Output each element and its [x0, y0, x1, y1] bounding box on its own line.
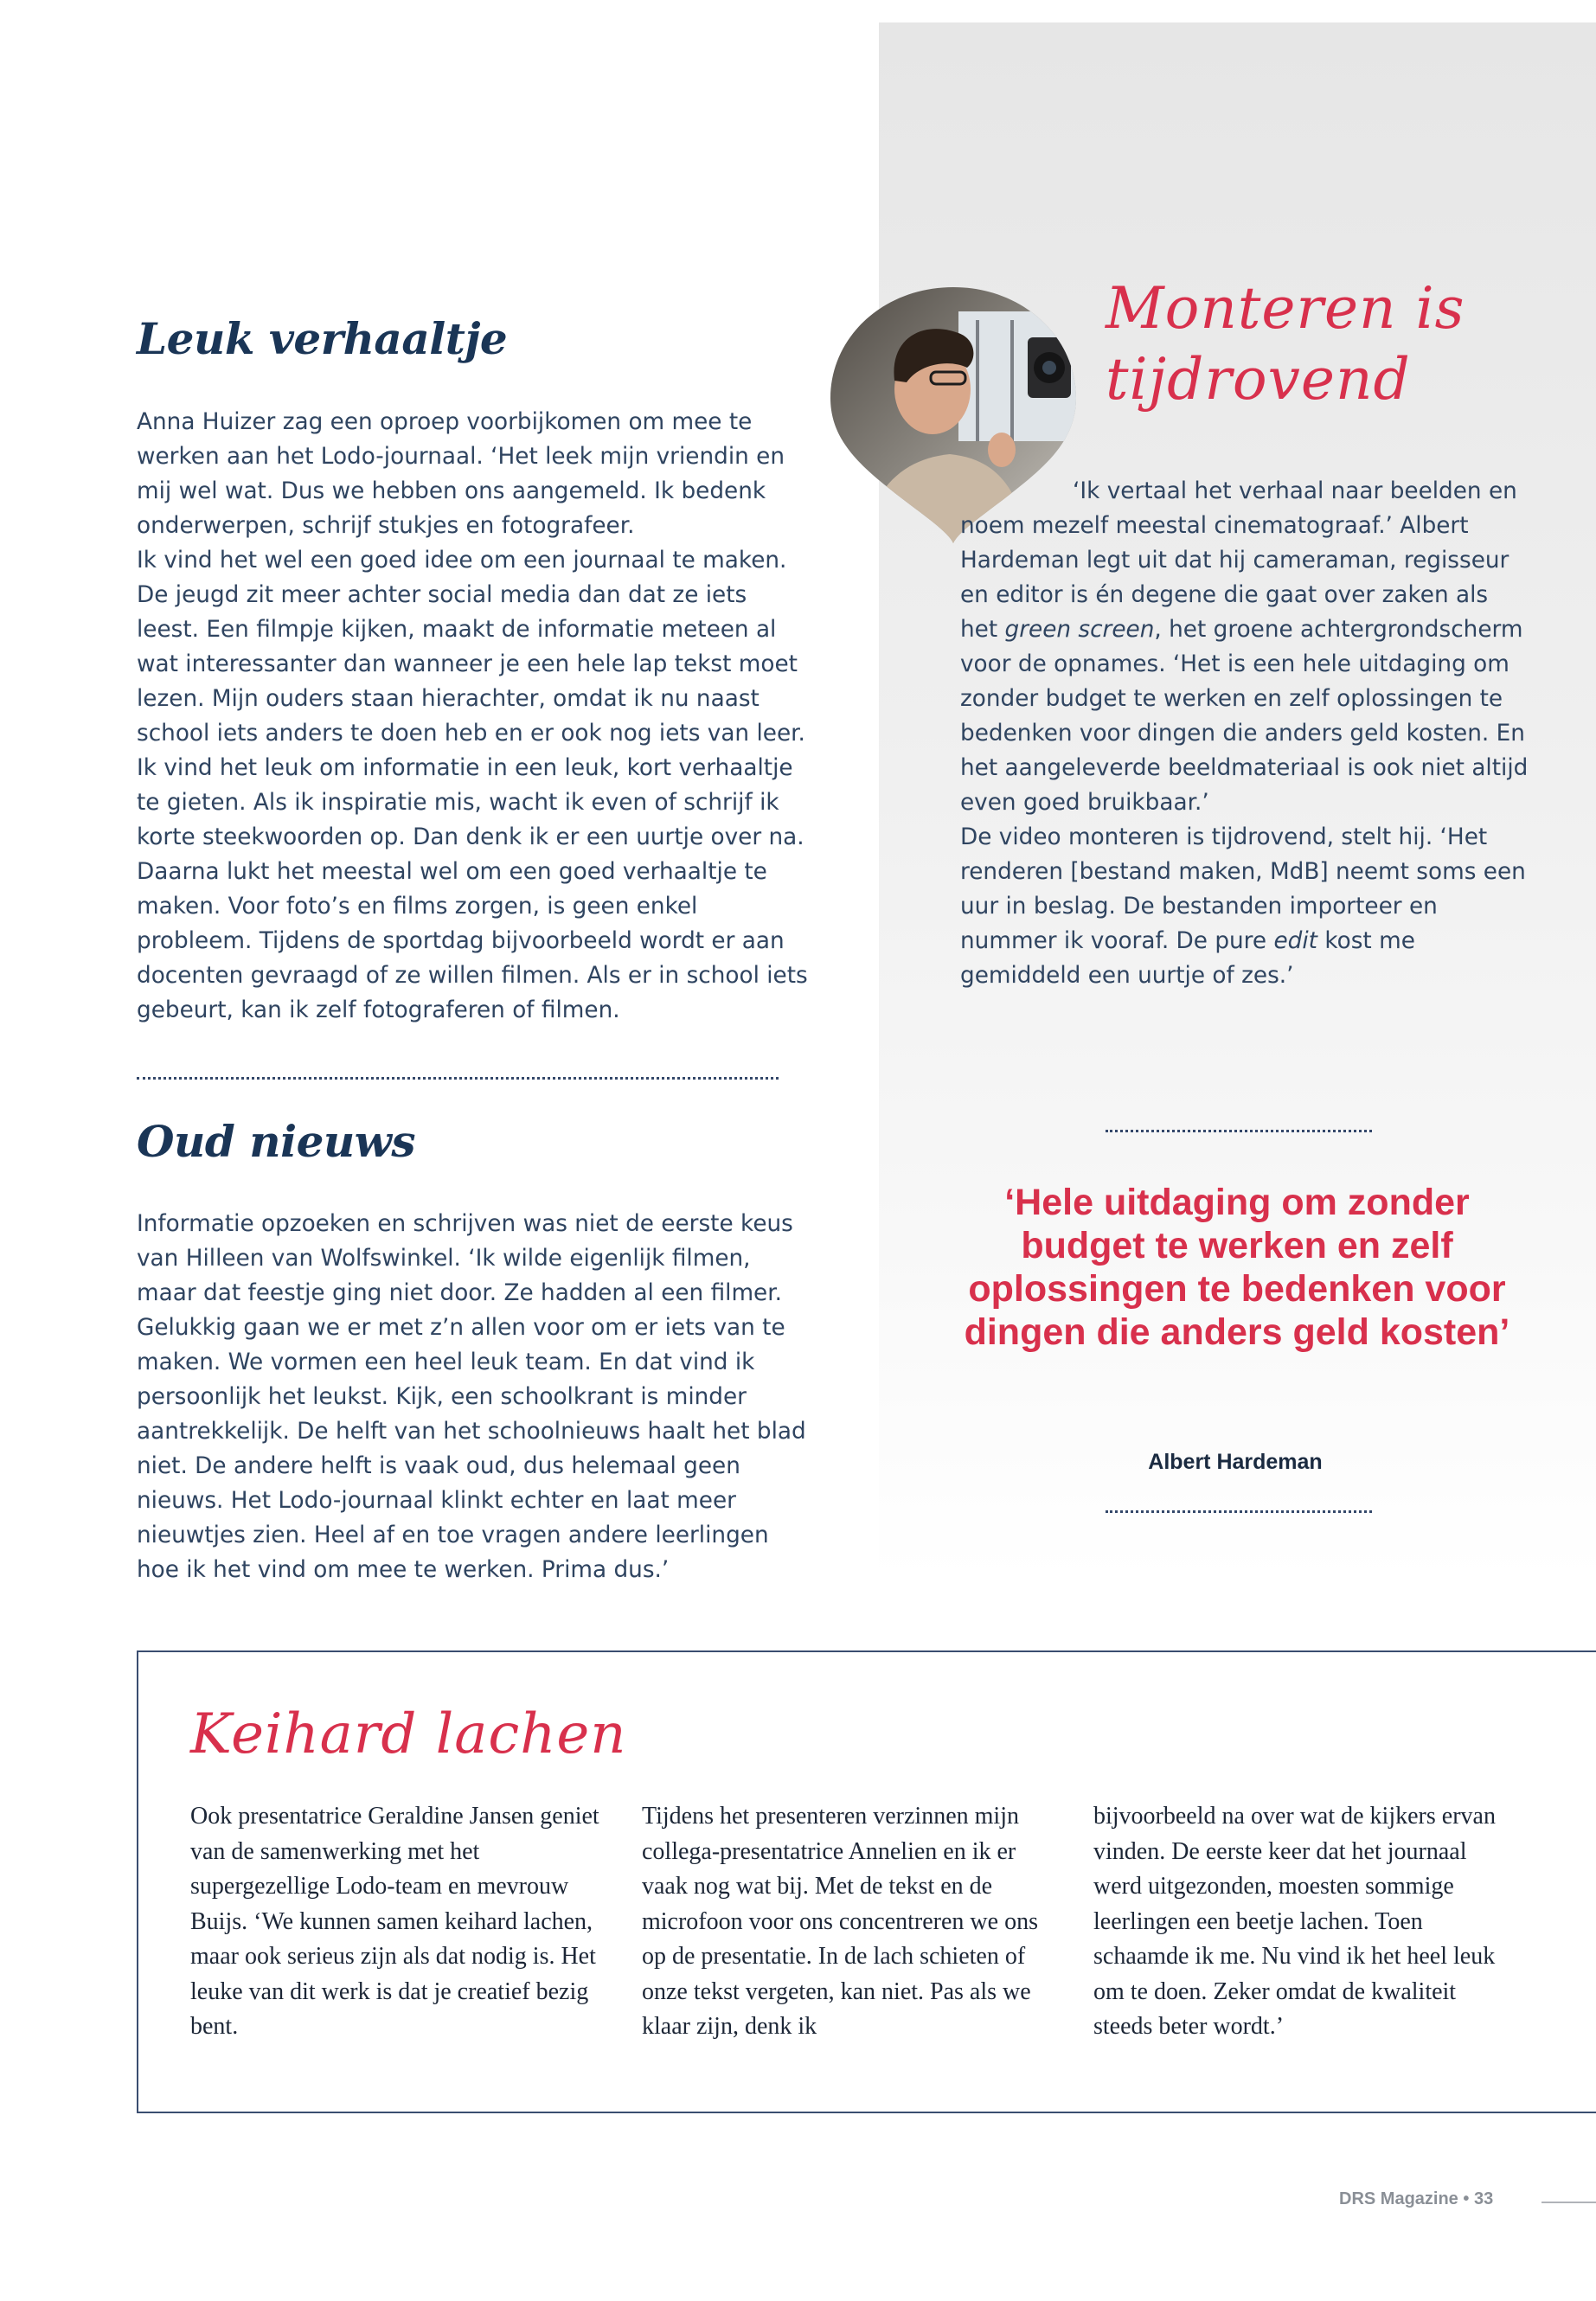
- pull-quote: ‘Hele uitdaging om zonder budget te werken en zelf oplossingen te bedenken voor dingen die anders geld kosten’: [964, 1182, 1510, 1353]
- heading-keihard-lachen: Keihard lachen: [190, 1702, 627, 1766]
- dotted-divider: [137, 1077, 779, 1080]
- box-column-1: Ook presentatrice Geraldine Jansen geniet van de samenwerking met het supergezellige Lodo-team en mevrouw Buijs. ‘We kunnen samen keihard lachen, maar ook serieus zijn als dat nodig is. Het leuke van dit werk is dat je creatief bezig bent.: [190, 1803, 599, 2040]
- paragraph: [960, 820, 1531, 993]
- article-body-oud-nieuws: [137, 1207, 811, 1587]
- heading-monteren-line2: tijdrovend: [1106, 346, 1411, 413]
- heading-monteren-line1: Monteren is: [1106, 275, 1465, 342]
- emphasis-edit: edit: [1273, 928, 1317, 954]
- text-run: ‘Ik vertaal het verhaal naar beelden en noem mezelf meestal cinematograaf.’ Albert Hardeman legt uit dat hij cameraman, regisseur en editor is én degene die gaat over zaken als het: [960, 478, 1517, 643]
- paragraph: Ik vind het leuk om informatie in een leuk, kort verhaaltje te gieten. Als ik inspiratie mis, wacht ik even of schrijf ik korte steekwoorden op. Dan denk ik er een uurtje over na. Daarna lukt het meestal wel om een goed verhaaltje te maken. Voor foto’s en films zorgen, is geen enkel probleem. Tijdens de sportdag bijvoorbeeld wordt er aan docenten gevraagd of ze willen filmen. Als er in school iets gebeurt, kan ik zelf fotograferen of filmen.: [137, 755, 808, 1023]
- footer-separator: •: [1463, 2189, 1470, 2208]
- text-run: De video monteren is tijdrovend, stelt hij. ‘Het renderen [bestand maken, MdB] neemt soms een uur in beslag. De bestanden importeer en nummer ik vooraf. De pure: [960, 824, 1526, 954]
- article-body-leuk-verhaaltje: [137, 405, 811, 1028]
- paragraph: Ik vind het wel een goed idee om een journaal te maken. De jeugd zit meer achter social media dan dat ze iets leest. Een filmpje kijken, maakt de informatie meteen al wat interessanter dan wanneer je een hele lap tekst moet lezen. Mijn ouders staan hierachter, omdat ik nu naast school iets anders te doen heb en er ook nog iets van leer.: [137, 548, 805, 747]
- dotted-divider: [1106, 1510, 1372, 1513]
- page-footer: [1339, 2189, 1493, 2209]
- heading-oud-nieuws: Oud nieuws: [137, 1116, 415, 1167]
- dotted-divider: [1106, 1130, 1372, 1132]
- quote-author: Albert Hardeman: [1148, 1450, 1323, 1474]
- magazine-name: DRS Magazine: [1339, 2189, 1458, 2208]
- text-run: , het groene achtergrondscherm voor de opnames. ‘Het is een hele uitdaging om zonder budget te werken en zelf oplossingen te bedenken voor dingen die anders geld kosten. En het aangeleverde beeldmateriaal is ook niet altijd even goed bruikbaar.’: [960, 617, 1529, 816]
- article-body-monteren: [960, 474, 1531, 993]
- paragraph: Anna Huizer zag een oproep voorbijkomen om mee te werken aan het Lodo-journaal. ‘Het leek mijn vriendin en mij wel wat. Dus we hebben ons aangemeld. Ik bedenk onderwerpen, schrijf stukjes en fotografeer.: [137, 409, 785, 539]
- footer-rule: [1542, 2202, 1596, 2203]
- paragraph: Informatie opzoeken en schrijven was niet de eerste keus van Hilleen van Wolfswinkel. ‘Ik wilde eigenlijk filmen, maar dat feestje ging niet door. Ze hadden al een filmer. Gelukkig gaan we er met z’n allen voor om er iets van te maken. We vormen een heel leuk team. En dat vind ik persoonlijk het leukst. Kijk, een schoolkrant is minder aantrekkelijk. De helft van het schoolnieuws haalt het blad niet. De andere helft is vaak oud, dus helemaal geen nieuws. Het Lodo-journaal klinkt echter en laat meer nieuwtjes zien. Heel af en toe vragen andere leerlingen hoe ik het vind om mee te werken. Prima dus.’: [137, 1211, 806, 1583]
- paragraph: [960, 474, 1531, 820]
- page-number: 33: [1473, 2189, 1494, 2208]
- emphasis-green-screen: green screen: [1004, 617, 1155, 643]
- text-run: kost me gemiddeld een uurtje of zes.’: [960, 928, 1415, 989]
- box-column-3: bijvoorbeeld na over wat de kijkers ervan vinden. De eerste keer dat het journaal werd uitgezonden, moesten sommige leerlingen een beetje lachen. Toen schaamde ik me. Nu vind ik het heel leuk om te doen. Zeker omdat de kwaliteit steeds beter wordt.’: [1093, 1803, 1496, 2040]
- box-column-2: Tijdens het presenteren verzinnen mijn collega-presentatrice Annelien en ik er vaak nog wat bij. Met de tekst en de microfoon voor ons concentreren we ons op de presentatie. In de lach schieten of onze tekst vergeten, kan niet. Pas als we klaar zijn, denk ik: [642, 1803, 1038, 2040]
- heading-leuk-verhaaltje: Leuk verhaaltje: [137, 313, 508, 364]
